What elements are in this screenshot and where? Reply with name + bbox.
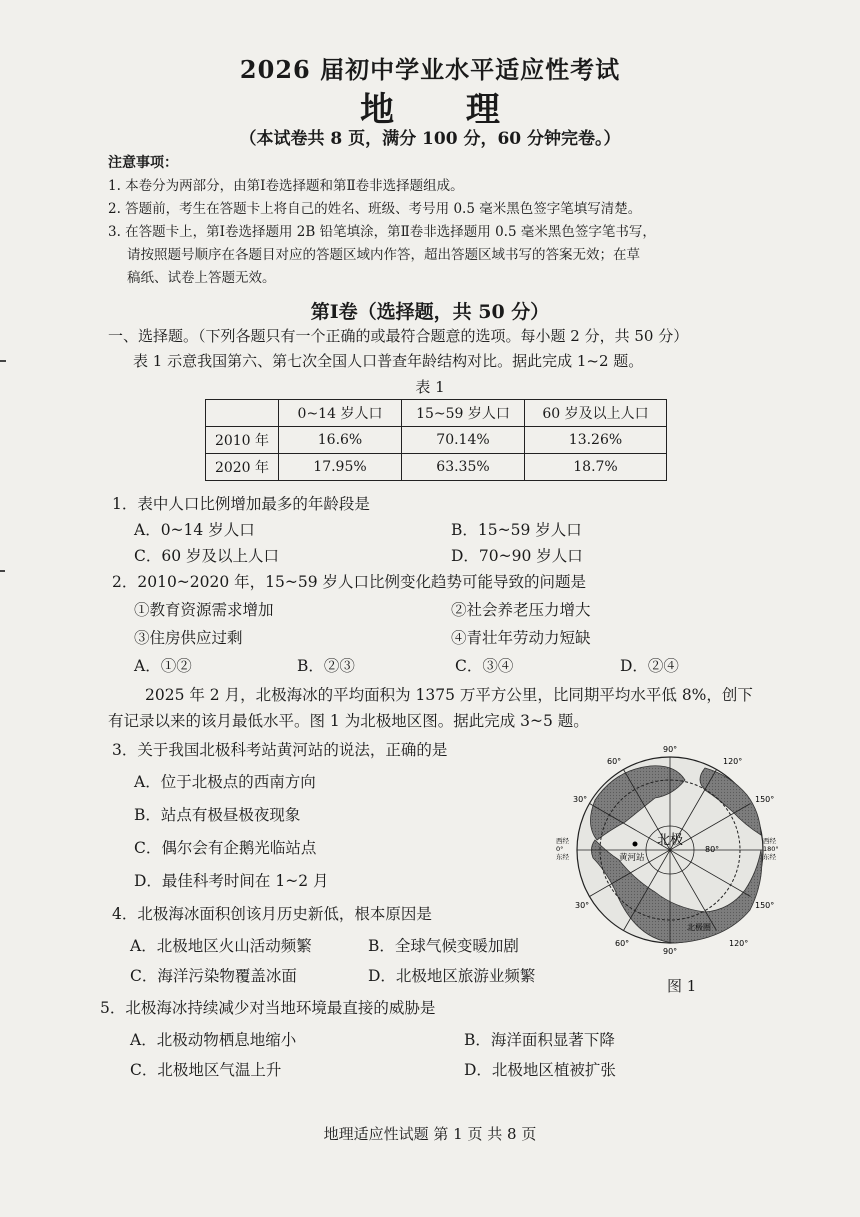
- lon-label: 120°: [723, 757, 743, 766]
- table-row: [206, 454, 667, 481]
- table-cell: 2010 年: [206, 427, 279, 454]
- table-header-cell: [206, 400, 279, 427]
- question-1-option-c: C．60 岁及以上人口: [134, 547, 280, 565]
- question-4-option-c: C．海洋污染物覆盖冰面: [130, 967, 297, 985]
- passage-line-2: 有记录以来的该月最低水平。图 1 为北极地区图。据此完成 3~5 题。: [108, 712, 589, 730]
- question-5-option-d: D．北极地区植被扩张: [464, 1061, 616, 1079]
- question-2-statement-3: ③住房供应过剩: [134, 629, 243, 647]
- question-1-option-d: D．70~90 岁人口: [451, 547, 583, 565]
- table-cell: 17.95%: [279, 454, 402, 481]
- question-1-stem: 1．表中人口比例增加最多的年龄段是: [112, 495, 370, 513]
- question-2-statement-4: ④青壮年劳动力短缺: [451, 629, 591, 647]
- question-4-option-b: B．全球气候变暖加剧: [368, 937, 519, 955]
- table-row: [206, 427, 667, 454]
- table-caption: 表 1: [415, 378, 445, 396]
- exam-title: 2026 届初中学业水平适应性考试: [239, 55, 621, 84]
- table-intro: 表 1 示意我国第六、第七次全国人口普查年龄结构对比。据此完成 1~2 题。: [133, 352, 644, 370]
- arctic-map: [555, 740, 785, 955]
- passage-line-1: 2025 年 2 月，北极海冰的平均面积为 1375 万平方公里，比同期平均水平低 8%，创下: [145, 686, 753, 704]
- question-4-option-a: A．北极地区火山活动频繁: [130, 937, 312, 955]
- table-header-cell: 0~14 岁人口: [279, 400, 402, 427]
- lon-label: 60°: [615, 939, 630, 948]
- table-cell: 2020 年: [206, 454, 279, 481]
- lon-label-180: 西经 180°东经: [763, 837, 779, 861]
- table-cell: 16.6%: [279, 427, 402, 454]
- question-4-stem: 4．北极海冰面积创该月历史新低，根本原因是: [112, 905, 432, 923]
- table-header-row: [206, 400, 667, 427]
- notice-line: 2. 答题前，考生在答题卡上将自己的姓名、班级、考号用 0.5 毫米黑色签字笔填写清楚。: [108, 201, 642, 217]
- question-5-option-c: C．北极地区气温上升: [130, 1061, 282, 1079]
- section-title: 第Ⅰ卷（选择题，共 50 分）: [310, 301, 550, 323]
- lon-label: 150°: [755, 795, 775, 804]
- lon-label: 30°: [575, 901, 590, 910]
- lon-label: 90°: [663, 947, 678, 955]
- lat-80-label: 80°: [705, 845, 720, 854]
- scan-edge-mark: [0, 570, 5, 572]
- question-1-option-a: A．0~14 岁人口: [134, 521, 255, 539]
- table-header-cell: 60 岁及以上人口: [525, 400, 667, 427]
- question-3-option-d: D．最佳科考时间在 1~2 月: [134, 872, 329, 890]
- question-2-statement-2: ②社会养老压力增大: [451, 601, 591, 619]
- lon-label-0: 西经 0°东经: [556, 837, 569, 861]
- question-2-statement-1: ①教育资源需求增加: [134, 601, 274, 619]
- huanghe-station-label: 黄河站: [619, 853, 645, 863]
- question-2-stem: 2．2010~2020 年，15~59 岁人口比例变化趋势可能导致的问题是: [112, 573, 587, 591]
- lon-label: 120°: [729, 939, 749, 948]
- question-3-option-c: C．偶尔会有企鹅光临站点: [134, 839, 317, 857]
- question-2-option-d: D．②④: [620, 657, 679, 675]
- table-cell: 70.14%: [402, 427, 525, 454]
- scan-edge-mark: [0, 360, 6, 362]
- table-header-cell: 15~59 岁人口: [402, 400, 525, 427]
- notice-heading: 注意事项：: [108, 155, 178, 171]
- notice-line: 1. 本卷分为两部分，由第Ⅰ卷选择题和第Ⅱ卷非选择题组成。: [108, 178, 464, 194]
- table-cell: 13.26%: [525, 427, 667, 454]
- lon-label: 90°: [663, 745, 678, 754]
- lon-label: 30°: [573, 795, 588, 804]
- huanghe-station-marker: [633, 842, 638, 847]
- question-1-option-b: B．15~59 岁人口: [451, 521, 582, 539]
- question-3-option-b: B．站点有极昼极夜现象: [134, 806, 301, 824]
- question-2-option-a: A．①②: [134, 657, 192, 675]
- table-cell: 63.35%: [402, 454, 525, 481]
- table-cell: 18.7%: [525, 454, 667, 481]
- question-5-option-a: A．北极动物栖息地缩小: [130, 1031, 297, 1049]
- section-instruction: 一、选择题。（下列各题只有一个正确的或最符合题意的选项。每小题 2 分，共 50 分）: [108, 327, 689, 345]
- subject-title: 地 理: [360, 90, 530, 130]
- notice-line: 请按照题号顺序在各题目对应的答题区域内作答，超出答题区域书写的答案无效；在草: [127, 247, 640, 263]
- arctic-circle-label: 北极圈: [687, 923, 711, 932]
- question-5-stem: 5．北极海冰持续减少对当地环境最直接的威胁是: [100, 999, 436, 1017]
- north-pole-label: 北极: [657, 833, 684, 848]
- notice-line: 3. 在答题卡上，第Ⅰ卷选择题用 2B 铅笔填涂，第Ⅱ卷非选择题用 0.5 毫米黑色签字笔书写，: [108, 224, 656, 240]
- question-3-option-a: A．位于北极点的西南方向: [134, 773, 316, 791]
- lon-label: 60°: [607, 757, 622, 766]
- lon-label: 150°: [755, 901, 775, 910]
- page-footer: 地理适应性试题 第 1 页 共 8 页: [323, 1125, 537, 1143]
- question-4-option-d: D．北极地区旅游业频繁: [368, 967, 536, 985]
- question-2-option-b: B．②③: [297, 657, 355, 675]
- population-table: [205, 399, 667, 481]
- question-5-option-b: B．海洋面积显著下降: [464, 1031, 615, 1049]
- question-2-option-c: C．③④: [455, 657, 514, 675]
- notice-line: 稿纸、试卷上答题无效。: [127, 270, 276, 286]
- exam-subtitle: （本试卷共 8 页，满分 100 分，60 分钟完卷。）: [239, 129, 621, 149]
- question-3-stem: 3．关于我国北极科考站黄河站的说法，正确的是: [112, 741, 448, 759]
- figure-caption: 图 1: [667, 977, 697, 995]
